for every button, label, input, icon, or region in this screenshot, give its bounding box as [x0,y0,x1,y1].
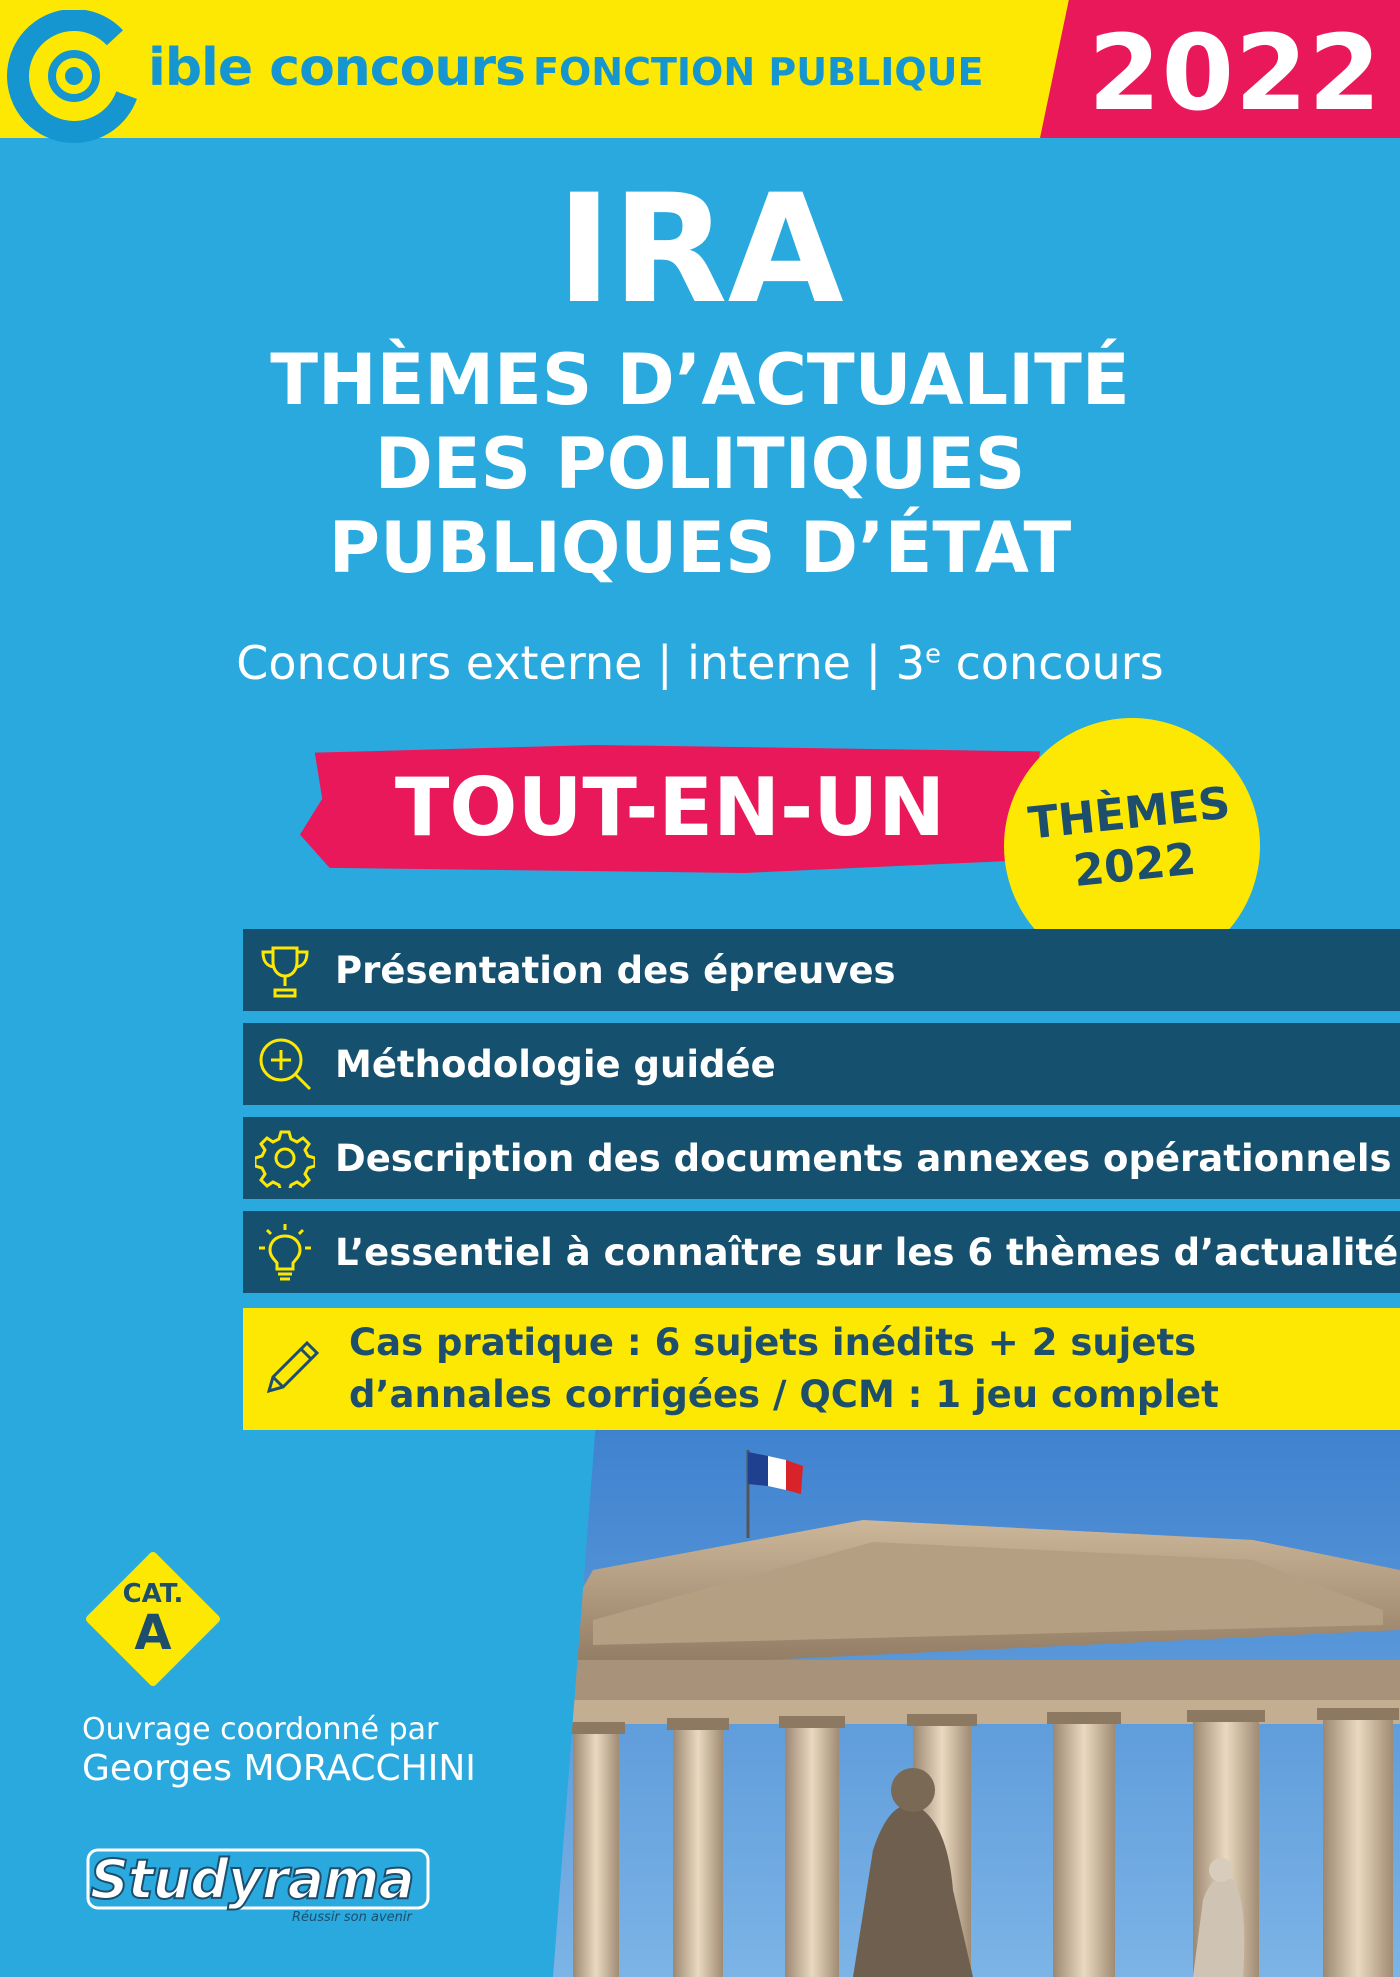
themes-badge-line-1: THÈMES [1025,777,1233,850]
feature-row [243,1023,1400,1105]
pencil-icon [259,1337,323,1401]
trophy-icon [255,940,315,1000]
brand-subtitle: FONCTION PUBLIQUE [533,50,984,94]
highlight-row [243,1308,1400,1430]
gear-icon [255,1128,315,1188]
themes-badge-line-2: 2022 [1071,833,1199,898]
concours-text-end: concours [941,636,1164,690]
feature-row [243,929,1400,1011]
highlight-text [349,1317,1219,1421]
edition-year: 2022 [1088,12,1382,134]
feature-label: Description des documents annexes opérationnels [335,1136,1392,1180]
cible-logo-icon [4,10,144,150]
publisher-tagline: Réussir son avenir [292,1910,412,1925]
subtitle-line-2: DES POLITIQUES [374,423,1026,505]
author-name: Georges MORACCHINI [82,1748,476,1789]
magnifier-plus-icon [255,1034,315,1094]
page-title: IRA [556,163,844,337]
publisher-name: Studyrama [90,1848,414,1911]
coordinated-by: Ouvrage coordonné par [82,1712,439,1747]
lightbulb-icon [255,1222,315,1282]
concours-text: Concours externe | interne | 3 [236,636,925,690]
feature-row [243,1211,1400,1293]
brand-name: ible concours [148,38,525,98]
subtitle-line-1: THÈMES D’ACTUALITÉ [270,339,1130,421]
highlight-line-2: d’annales corrigées / QCM : 1 jeu complet [349,1373,1219,1416]
tout-en-un-label: TOUT-EN-UN [394,761,946,854]
subtitle-line-3: PUBLIQUES D’ÉTAT [328,507,1072,589]
feature-label: Présentation des épreuves [335,948,896,992]
feature-row [243,1117,1400,1199]
category-badge-text [86,1579,220,1661]
feature-label: Méthodologie guidée [335,1042,776,1086]
category-label: CAT. [122,1579,184,1609]
concours-superscript: e [925,639,941,670]
category-value: A [134,1605,172,1661]
concours-line [0,636,1400,690]
title-block [0,163,1400,590]
assemblee-nationale-photo [553,1430,1400,1977]
highlight-line-1: Cas pratique : 6 sujets inédits + 2 sujets [349,1321,1197,1364]
feature-label: L’essentiel à connaître sur les 6 thèmes d’actualité [335,1230,1399,1274]
